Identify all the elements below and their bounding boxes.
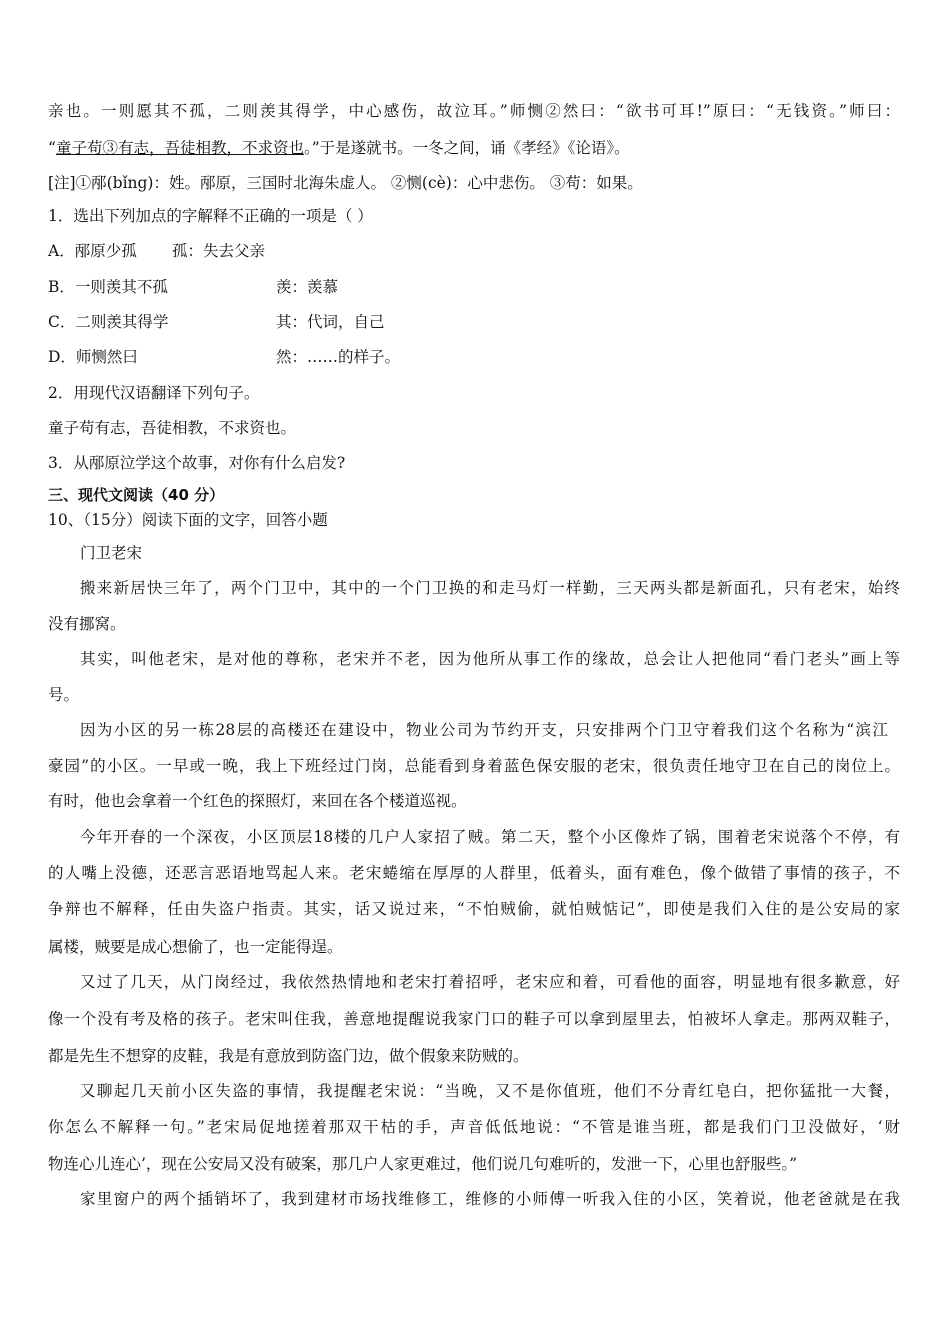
story-line: 你怎么不解释一句。”老宋局促地搓着那双干枯的手，声音低低地说：“不管是谁当班，都是我们门卫没做好，‘财 bbox=[48, 1118, 900, 1136]
option-c-gloss: 其：代词，自己 bbox=[276, 313, 385, 331]
question-2-stem: 2．用现代汉语翻译下列句子。 bbox=[48, 384, 260, 402]
story-line: 因为小区的另一栋28层的高楼还在建设中，物业公司为节约开支，只安排两个门卫守着我们这个名称为“滨江 bbox=[80, 721, 888, 739]
underlined-sentence: 童子苟③有志，吾徒相教，不求资也 bbox=[55, 139, 304, 157]
story-line: 属楼，贼要是成心想偷了，也一定能得逞。 bbox=[48, 938, 343, 956]
story-line: 豪园”的小区。一早或一晚，我上下班经过门岗，总能看到身着蓝色保安服的老宋，很负责任地守卫在自己的岗位上。 bbox=[48, 757, 900, 775]
story-line: 号。 bbox=[48, 686, 80, 704]
story-line: 今年开春的一个深夜，小区顶层18楼的几户人家招了贼。第二天，整个小区像炸了锅，围着老宋说落个不停，有 bbox=[80, 828, 900, 846]
passage-line: 亲也。一则愿其不孤，二则羡其得学，中心感伤，故泣耳。”师恻②然曰：“欲书可耳!”原曰：“无钱资。”师曰： bbox=[48, 102, 900, 120]
option-d-label: D．师恻然曰 bbox=[48, 348, 138, 366]
story-line: 又聊起几天前小区失盗的事情，我提醒老宋说：“当晚，又不是你值班，他们不分青红皂白，把你猛批一大餐， bbox=[80, 1082, 900, 1100]
option-c-label: C．二则羡其得学 bbox=[48, 313, 169, 331]
passage-line bbox=[48, 137, 630, 159]
story-line: 有时，他也会拿着一个红色的探照灯，来回在各个楼道巡视。 bbox=[48, 792, 467, 810]
story-line: 搬来新居快三年了，两个门卫中，其中的一个门卫换的和走马灯一样勤，三天两头都是新面孔，只有老宋，始终 bbox=[80, 579, 900, 597]
story-line: 没有挪窝。 bbox=[48, 615, 126, 633]
story-line: 又过了几天，从门岗经过，我依然热情地和老宋打着招呼，老宋应和着，可看他的面容，明显地有很多歉意，好 bbox=[80, 973, 900, 991]
option-d-gloss: 然：……的样子。 bbox=[276, 348, 401, 366]
passage-text: 。”于是遂就书。一冬之间，诵《孝经》《论语》。 bbox=[303, 139, 630, 157]
story-line: 物连心儿连心’，现在公安局又没有破案，那几户人家更难过，他们说几句难听的，发泄一下，心里也舒服些。” bbox=[48, 1155, 798, 1173]
option-b-label: B．一则羡其不孤 bbox=[48, 278, 168, 296]
annotation-notes: [注]①邴(bǐng)：姓。邴原，三国时北海朱虚人。 ②恻(cè)：心中悲伤。 ③苟：如果。 bbox=[48, 174, 643, 192]
option-a-gloss: 孤：失去父亲 bbox=[172, 242, 266, 260]
quote-mark: “ bbox=[48, 139, 56, 157]
section-heading: 三、现代文阅读（40 分） bbox=[48, 486, 225, 504]
story-title: 门卫老宋 bbox=[80, 544, 143, 562]
story-line: 像一个没有考及格的孩子。老宋叫住我，善意地提醒说我家门口的鞋子可以拿到屋里去，怕被坏人拿走。那两双鞋子， bbox=[48, 1010, 900, 1028]
story-line: 其实，叫他老宋，是对他的尊称，老宋并不老，因为他所从事工作的缘故，总会让人把他同“看门老头”画上等 bbox=[80, 650, 900, 668]
question-10-stem: 10、（15分）阅读下面的文字，回答小题 bbox=[48, 511, 328, 529]
story-line: 都是先生不想穿的皮鞋，我是有意放到防盗门边，做个假象来防贼的。 bbox=[48, 1047, 529, 1065]
option-a-label: A．邴原少孤 bbox=[48, 242, 137, 260]
story-line: 家里窗户的两个插销坏了，我到建材市场找维修工，维修的小师傅一听我入住的小区，笑着说，他老爸就是在我 bbox=[80, 1190, 900, 1208]
option-b-gloss: 羡：羡慕 bbox=[276, 278, 339, 296]
question-2-sentence: 童子苟有志，吾徒相教，不求资也。 bbox=[48, 419, 297, 437]
story-line: 争辩也不解释，任由失盗户指责。其实，话又说过来，“不怕贼偷，就怕贼惦记”，即使是我们入住的是公安局的家 bbox=[48, 900, 900, 918]
question-3-stem: 3．从邴原泣学这个故事，对你有什么启发? bbox=[48, 454, 346, 472]
question-1-stem: 1．选出下列加点的字解释不正确的一项是（ ） bbox=[48, 207, 373, 225]
story-line: 的人嘴上没德，还恶言恶语地骂起人来。老宋蜷缩在厚厚的人群里，低着头，面有难色，像个做错了事情的孩子，不 bbox=[48, 864, 900, 882]
